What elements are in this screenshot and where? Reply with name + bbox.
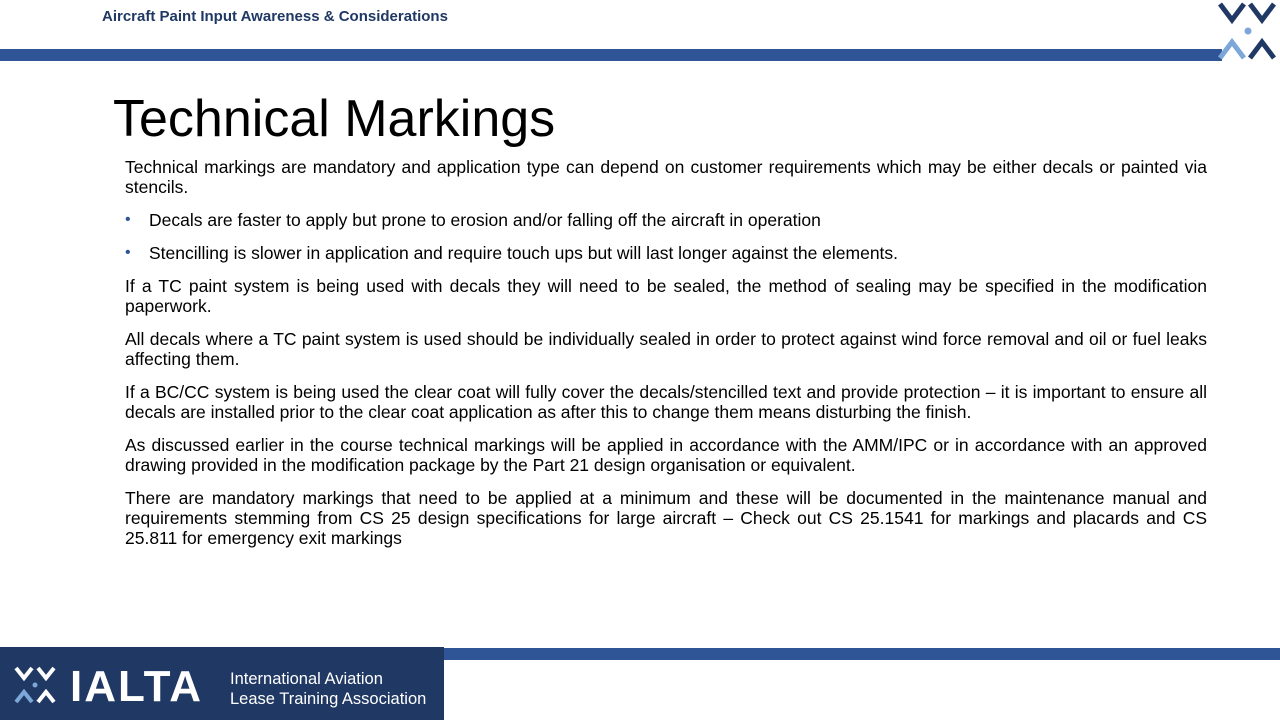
bullet-dot-icon: •: [125, 244, 131, 261]
body-paragraph: There are mandatory markings that need to be applied at a minimum and these will be documented in the maintenance manual and requirements stemming from CS 25 design specifications for large aircraft – Check out CS 25.1541 for markings and placards and CS 25.811 for emergency exit markings: [125, 488, 1207, 548]
body-paragraph: All decals where a TC paint system is used should be individually sealed in order to protect against wind force removal and oil or fuel leaks affecting them.: [125, 329, 1207, 369]
bullet-text: Stencilling is slower in application and require touch ups but will last longer against the elements.: [149, 243, 899, 263]
bullet-list: [125, 210, 1207, 263]
intro-paragraph: Technical markings are mandatory and application type can depend on customer requirements which may be either decals or painted via stencils.: [125, 157, 1207, 197]
brand-name: IALTA: [70, 662, 203, 711]
ialta-chevron-mark-icon: [14, 665, 58, 705]
list-item: [125, 210, 1207, 230]
bullet-dot-icon: •: [125, 211, 131, 228]
brand-tagline: [230, 669, 426, 709]
ialta-chevron-logo-icon: [1216, 0, 1280, 62]
header-title: Aircraft Paint Input Awareness & Considerations: [102, 8, 448, 25]
bullet-text: Decals are faster to apply but prone to erosion and/or falling off the aircraft in operation: [149, 210, 821, 230]
bottom-accent-bar: [444, 648, 1280, 660]
tagline-line-2: Lease Training Association: [230, 690, 427, 708]
slide-content: [125, 157, 1207, 561]
top-accent-bar: [0, 49, 1222, 61]
body-paragraph: If a BC/CC system is being used the clear coat will fully cover the decals/stencilled text and provide protection – it is important to ensure all decals are installed prior to the clear coat application as after this to change them means disturbing the finish.: [125, 382, 1207, 422]
list-item: [125, 243, 1207, 263]
body-paragraph: As discussed earlier in the course technical markings will be applied in accordance with the AMM/IPC or in accordance with an approved drawing provided in the modification package by the Part 21 design organisation or equivalent.: [125, 435, 1207, 475]
footer-logo: [0, 647, 444, 720]
body-paragraph: If a TC paint system is being used with decals they will need to be sealed, the method of sealing may be specified in the modification paperwork.: [125, 276, 1207, 316]
slide-title: Technical Markings: [113, 90, 556, 148]
tagline-line-1: International Aviation: [230, 670, 383, 688]
